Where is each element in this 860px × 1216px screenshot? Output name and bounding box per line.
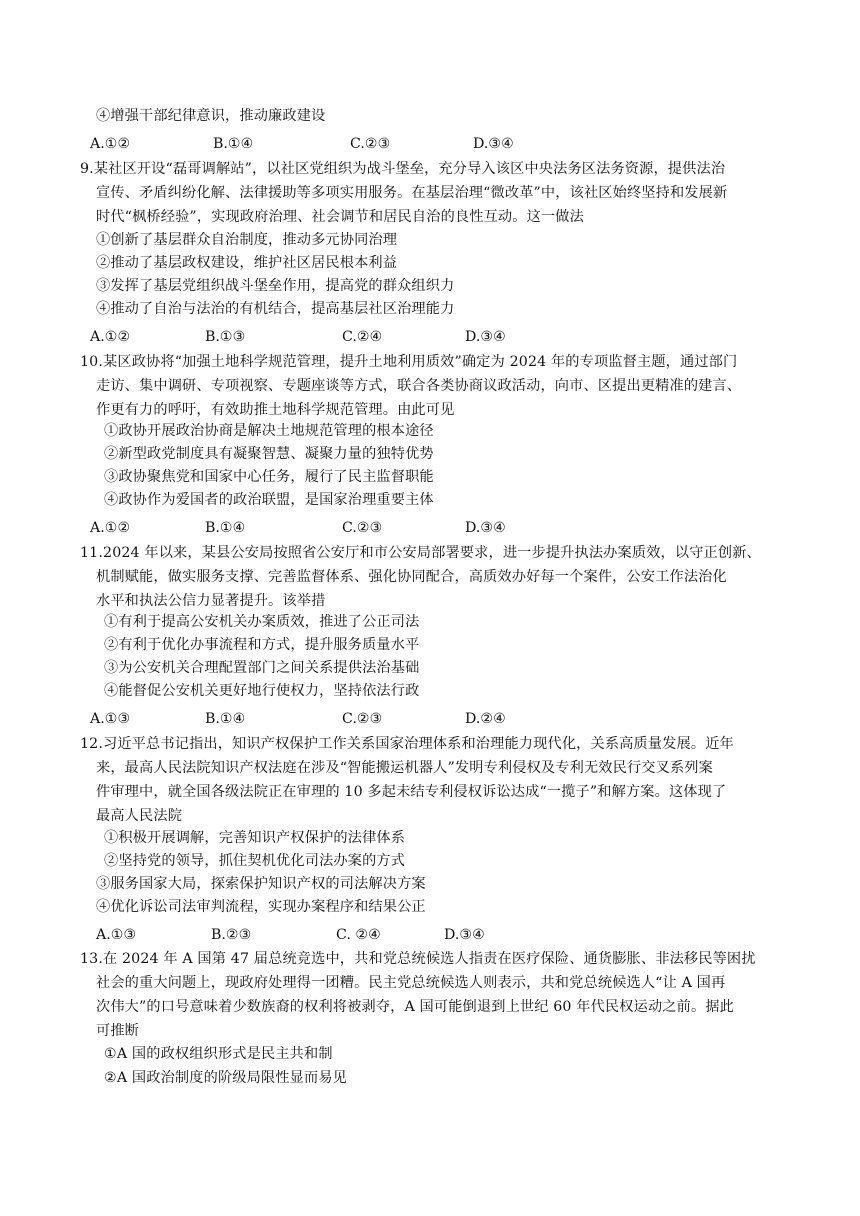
q13-stem-line: 可推断 [96,1023,140,1039]
q11-stem-line: 水平和执法公信力显著提升。该举措 [96,593,326,609]
q11-statement-1: ①有利于提高公安机关办案质效，推进了公正司法 [104,614,420,630]
q10-stem-line: 作更有力的呼吁，有效助推土地科学规范管理。由此可见 [96,402,455,418]
q8-statement-4: ④增强干部纪律意识，推动廉政建设 [96,108,326,124]
q10-statement-4: ④政协作为爱国者的政治联盟，是国家治理重要主体 [104,492,434,508]
q11-stem-line: 11.2024 年以来，某县公安局按照省公安厅和市公安局部署要求，进一步提升执法办案质效，以守正创新、 [80,545,761,561]
q13-stem-line: 13.在 2024 年 A 国第 47 届总统竞选中，共和党总统候选人指责在医疗保险、通货膨胀、非法移民等困扰 [80,951,756,967]
q10-statement-1: ①政协开展政治协商是解决土地规范管理的根本途径 [104,423,434,439]
q8-option-a: A.①② [90,136,131,152]
q9-stem-line: 时代“枫桥经验”，实现政府治理、社会调节和居民自治的良性互动。这一做法 [96,209,584,225]
q9-statement-3: ③发挥了基层党组织战斗堡垒作用，提高党的群众组织力 [96,278,455,294]
q9-statement-2: ②推动了基层政权建设，维护社区居民根本利益 [96,255,398,271]
q8-option-b: B.①④ [213,136,254,152]
q12-stem-line: 12.习近平总书记指出，知识产权保护工作关系国家治理体系和治理能力现代化，关系高质量发展。近年 [80,736,734,752]
q11-statement-3: ③为公安机关合理配置部门之间关系提供法治基础 [104,660,420,676]
q9-statement-4: ④推动了自治与法治的有机结合，提高基层社区治理能力 [96,301,455,317]
q12-stem-line: 来，最高人民法院知识产权法庭在涉及“智能搬运机器人”发明专利侵权及专利无效民行交叉系列案 [96,760,713,776]
q9-option-c: C.②④ [342,329,383,345]
q11-statement-4: ④能督促公安机关更好地行使权力，坚持依法行政 [104,683,420,699]
q13-statement-1: ①A 国的政权组织形式是民主共和制 [104,1046,333,1062]
q11-option-a: A.①③ [90,711,131,727]
q9-option-b: B.①③ [205,329,246,345]
q11-stem-line: 机制赋能，做实服务支撑、完善监督体系、强化协同配合，高质效办好每一个案件，公安工作法治化 [96,569,727,585]
q12-option-a: A.①③ [96,927,137,943]
q12-statement-3: ③服务国家大局，探索保护知识产权的司法解决方案 [96,876,426,892]
q9-stem-line: 9.某社区开设“磊哥调解站”，以社区党组织为战斗堡垒，充分导入该区中央法务区法务资源，提供法治 [80,161,726,177]
q11-option-b: B.①④ [205,711,246,727]
q12-option-d: D.③④ [444,927,485,943]
q11-option-c: C.②③ [342,711,383,727]
q10-statement-2: ②新型政党制度具有凝聚智慧、凝聚力量的独特优势 [104,446,434,462]
q12-statement-1: ①积极开展调解，完善知识产权保护的法律体系 [104,830,406,846]
q11-statement-2: ②有利于优化办事流程和方式，提升服务质量水平 [104,637,420,653]
q13-statement-2: ②A 国政治制度的阶级局限性显而易见 [104,1070,347,1086]
q12-option-b: B.②③ [211,927,252,943]
q12-option-c: C. ②④ [336,927,381,943]
q8-option-d: D.③④ [473,136,514,152]
q13-stem-line: 社会的重大问题上，现政府处理得一团糟。民主党总统候选人则表示，共和党总统候选人“让 A 国再 [96,975,726,991]
q10-stem-line: 走访、集中调研、专项视察、专题座谈等方式，联合各类协商议政活动，向市、区提出更精准的建言、 [96,378,742,394]
q10-option-c: C.②③ [342,520,383,536]
q11-option-d: D.②④ [465,711,506,727]
q10-option-d: D.③④ [465,520,506,536]
q10-statement-3: ③政协聚焦党和国家中心任务，履行了民主监督职能 [104,469,434,485]
q12-statement-4: ④优化诉讼司法审判流程，实现办案程序和结果公正 [96,899,426,915]
q10-option-b: B.①④ [205,520,246,536]
q9-option-d: D.③④ [465,329,506,345]
q9-stem-line: 宣传、矛盾纠纷化解、法律援助等多项实用服务。在基层治理“微改革”中，该社区始终坚持和发展新 [96,185,728,201]
q9-option-a: A.①② [90,329,131,345]
q12-stem-line: 最高人民法院 [96,808,183,824]
q10-option-a: A.①② [90,520,131,536]
q12-stem-line: 件审理中，就全国各级法院正在审理的 10 多起未结专利侵权诉讼达成“一揽子”和解方案。这体现了 [96,784,727,800]
q13-stem-line: 次伟大”的口号意味着少数族裔的权利将被剥夺，A 国可能倒退到上世纪 60 年代民权运动之前。据此 [96,999,734,1015]
q12-statement-2: ②坚持党的领导，抓住契机优化司法办案的方式 [104,853,406,869]
q10-stem-line: 10.某区政协将“加强土地科学规范管理，提升土地利用质效”确定为 2024 年的专项监督主题，通过部门 [80,354,738,370]
q9-statement-1: ①创新了基层群众自治制度，推动多元协同治理 [96,232,398,248]
q8-option-c: C.②③ [350,136,391,152]
